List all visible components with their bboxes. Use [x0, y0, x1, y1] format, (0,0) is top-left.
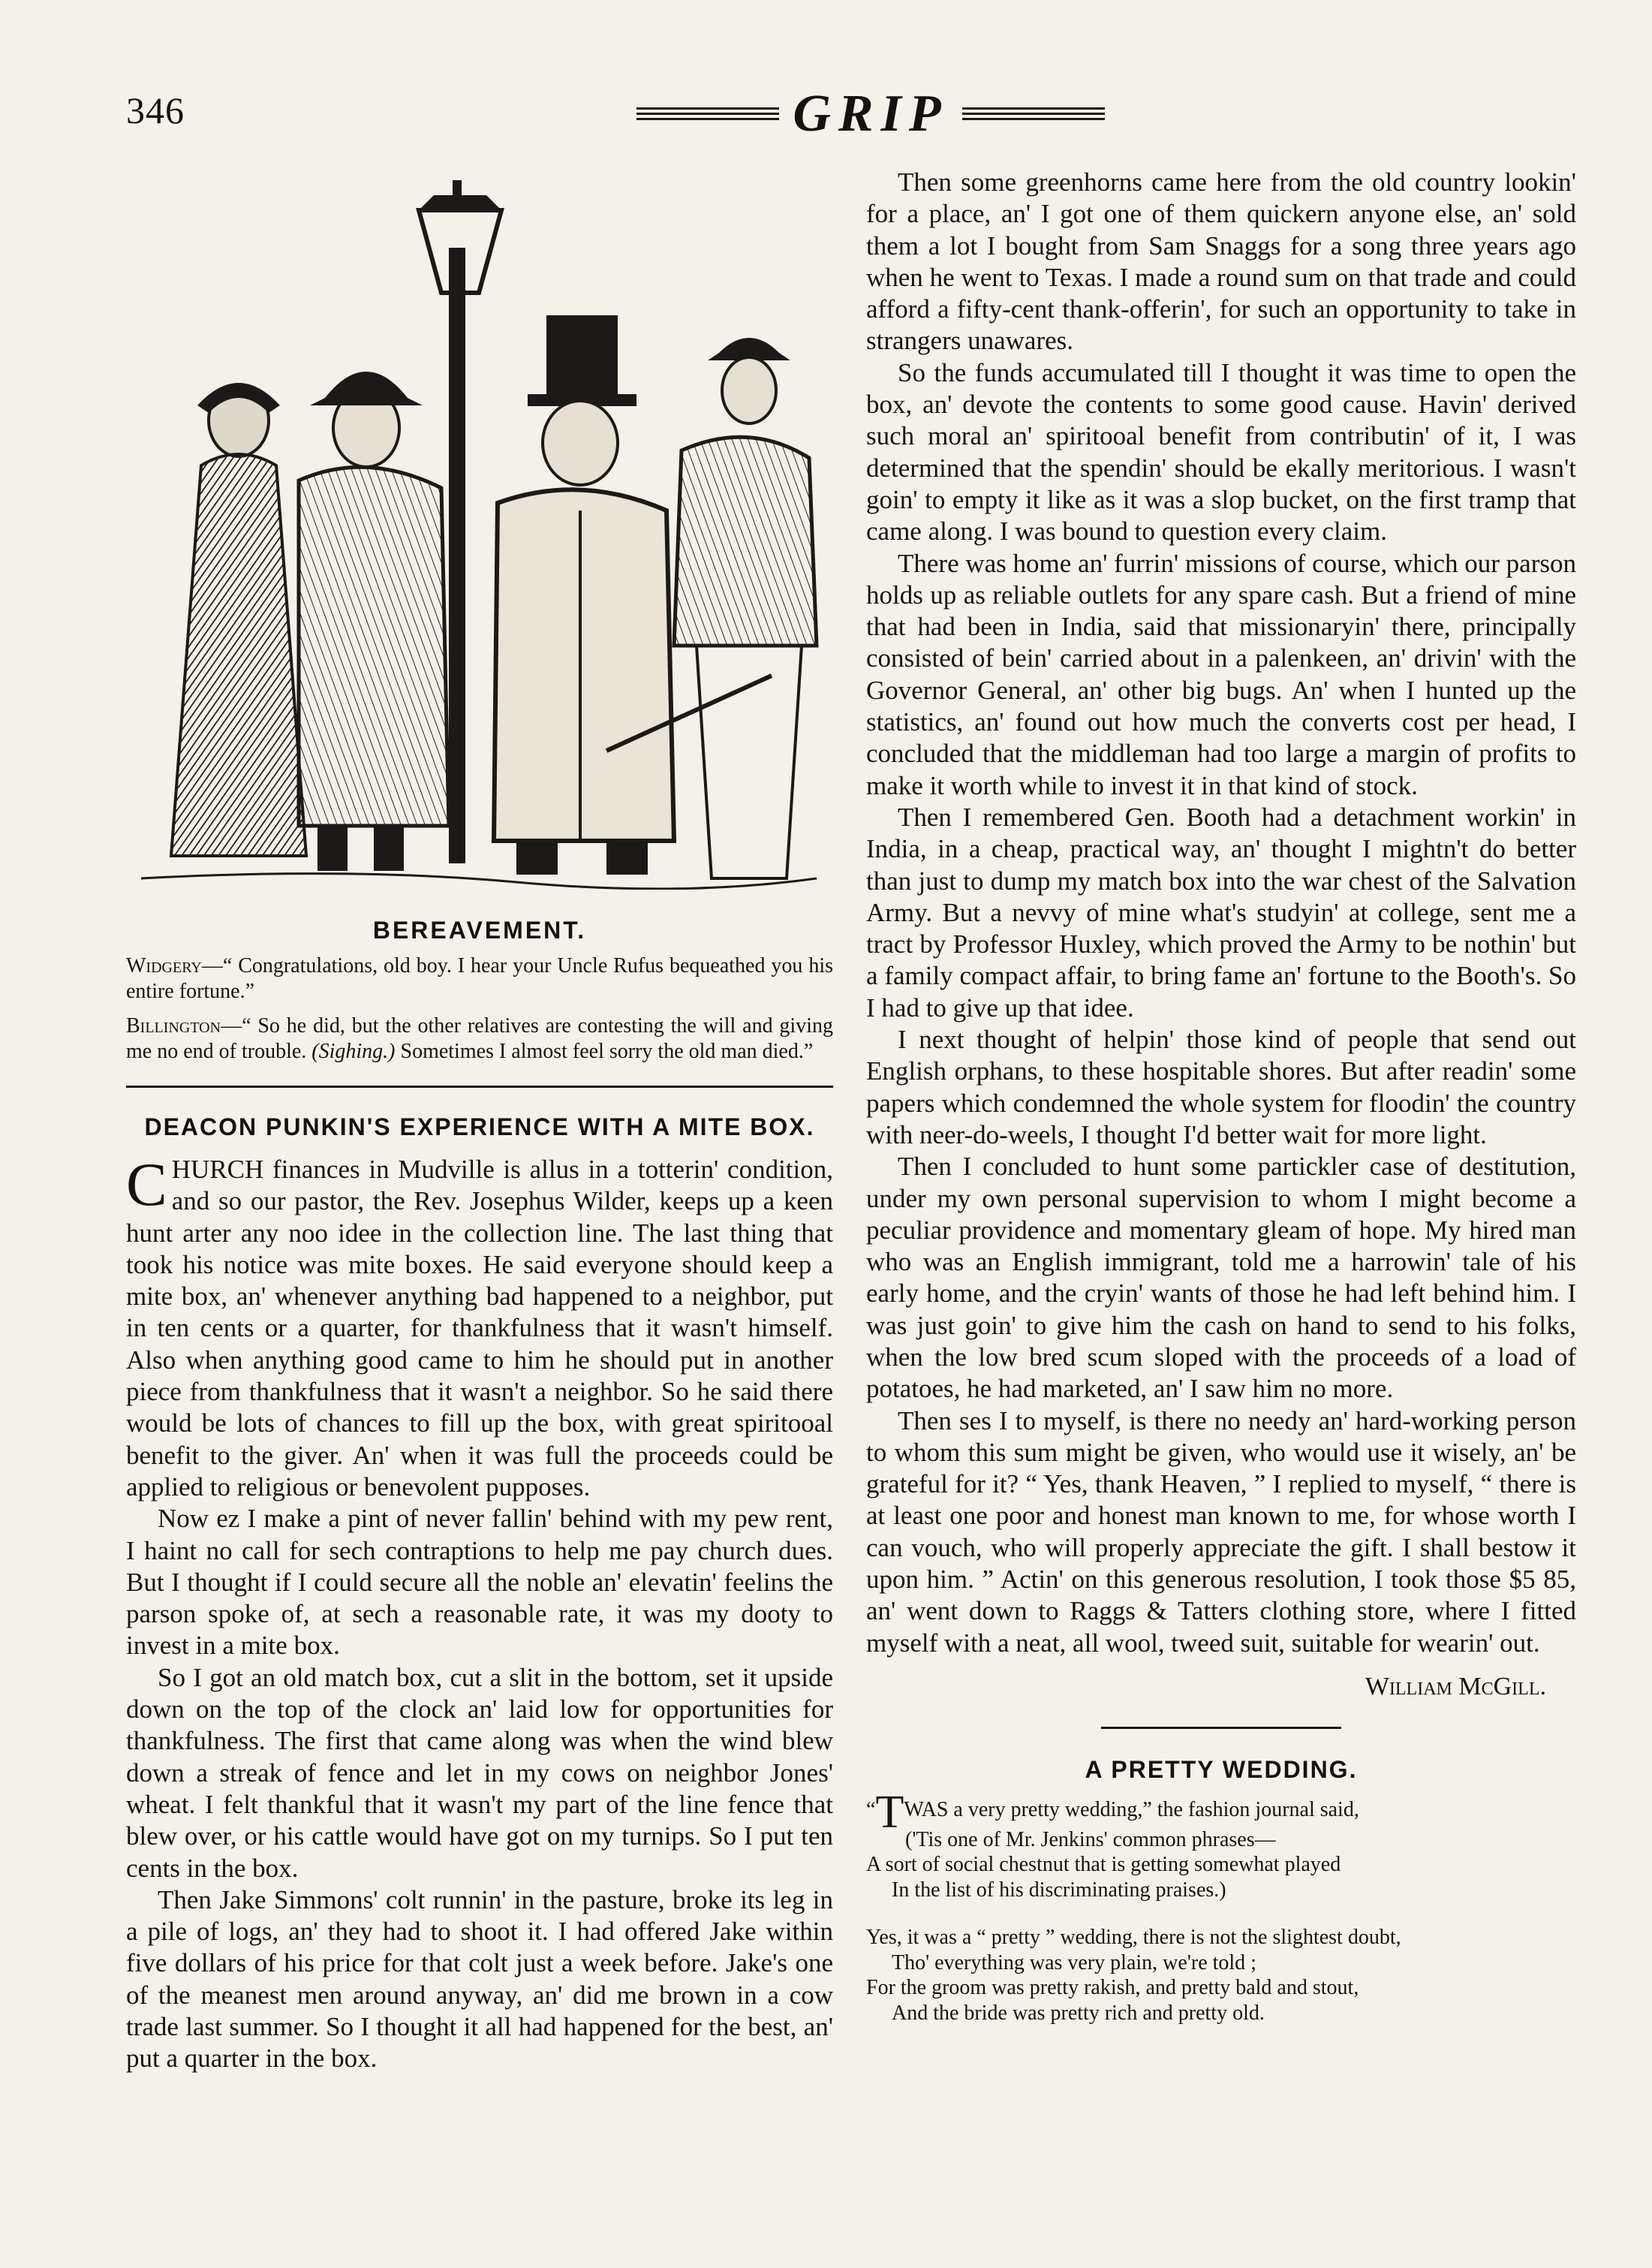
poem-body	[866, 1786, 1576, 2026]
paragraph-11: Then ses I to myself, is there no needy an' hard-working person to whom this sum might be given, who would use it wisely, an' be grateful for it? “ Yes, thank Heaven, ” I replied to myself, “ there is at least one poor and honest man known to me, for whose worth I can vouch, who will properly appreciate the gift. I shall bestow it upon him. ” Actin' on this generous resolution, I took those $5 85, an' went down to Raggs & Tatters clothing store, where I fitted myself with a neat, all wool, tweed suit, suitable for wearin' out.	[866, 1405, 1576, 1658]
paragraph-4: Then Jake Simmons' colt runnin' in the pasture, broke its leg in a pile of logs, an' they had to shoot it. I had offered Jake within five dollars of his price for that colt just a week before. Jake's one of the meanest men around anyway, an' did me brown in a cow trade last summer. So I thought it all had happened for the best, an' put a quarter in the box.	[126, 1884, 833, 2074]
paragraph-5: Then some greenhorns came here from the old country lookin' for a place, an' I got one of them quickern anyone else, an' sold them a lot I bought from Sam Snaggs for a song three years ago when he went to Texas. I made a round sum on that trade and could afford a fifty-cent thank-offerin', for such an opportunity to take in strangers unawares.	[866, 167, 1576, 356]
right-column	[866, 167, 1576, 2026]
widgery-line: —“ Congratulations, old boy. I hear your Uncle Rufus bequeathed you his entire fortune.”	[126, 954, 833, 1003]
poem-title: A PRETTY WEDDING.	[1085, 1755, 1358, 1783]
paragraph-2: Now ez I make a pint of never fallin' behind with my pew rent, I haint no call for sech contraptions to help me pay church dues. But I thought if I could secure all the noble an' elevatin' feelins the parson spoke of, at sech a reasonable rate, it was my dooty to invest in a mite box.	[126, 1504, 833, 1661]
masthead-title: GRIP	[793, 85, 949, 143]
billington-line-a: —“ So he did, but the other relatives are contesting the will and giving me no end of trouble.	[126, 1014, 833, 1063]
poem-line-1	[866, 1786, 1576, 1838]
masthead	[615, 84, 1126, 144]
speaker-widgery: Widgery	[126, 954, 202, 977]
paragraph-10: Then I concluded to hunt some partickler case of destitution, under my own personal supervision to whom I might become a peculiar providence and momentary gleam of hope. My hired man who was an English immigrant, told me a harrowin' tale of his early home, and the cryin' wants of those he had left behind him. I was just goin' to give him the cash on hand to send to his folks, when the low bred scum sloped with the proceeds of a load of potatoes, he had marketed, an' I saw him no more.	[866, 1152, 1576, 1404]
poem-line-5: Yes, it was a “ pretty ” wedding, there is not the slightest doubt,	[866, 1926, 1401, 1950]
poem-line-6: Tho' everything was very plain, we're told ;	[892, 1950, 1256, 1974]
poem-line-4: In the list of his discriminating praises.)	[892, 1878, 1226, 1902]
paragraph-9: I next thought of helpin' those kind of people that send out English orphans, to these hospitable shores. But after readin' some papers which condemned the whole system for floodin' the country with neer-do-weels, I thought I'd better wait for more light.	[866, 1025, 1576, 1149]
speaker-billington: Billington	[126, 1014, 221, 1038]
masthead-rule-right	[962, 106, 1105, 122]
cartoon-illustration	[126, 180, 833, 890]
paragraph-6: So the funds accumulated till I thought it was time to open the box, an' devote the contents to some good cause. Havin' derived such moral an' spiritooal benefit from contributin' of it, I was determined that the spendin' should be ekally meritorious. I wasn't goin' to empty it like as it was a slop bucket, on the first tramp that came along. I was bound to question every claim.	[866, 357, 1576, 547]
poem-line-2: ('Tis one of Mr. Jenkins' common phrases—	[905, 1827, 1276, 1851]
poem-divider	[1101, 1727, 1341, 1729]
paragraph-7: There was home an' furrin' missions of course, which our parson holds up as reliable outlets for any spare cash. But a friend of mine that had been in India, said that missionaryin' there, principally consisted of bein' carried about in a palenkeen, an' drivin' with the Governor General, an' other big bugs. An' when I hunted up the statistics, an' found out how much the converts cost per head, I concluded that the middleman had too large a margin of profits to make it worth while to invest it in that kind of stock.	[866, 548, 1576, 800]
drop-cap: C	[126, 1150, 167, 1218]
section-divider	[126, 1086, 833, 1088]
poem-line-3: A sort of social chestnut that is getting somewhat played	[866, 1853, 1341, 1877]
paragraph-1-text: HURCH finances in Mudville is allus in a totterin' condition, and so our pastor, the Rev. Josephus Wilder, keeps up a keen hunt arter any noo idee in the collection line. The last thing that took his notice was mite boxes. He said everyone should keep a mite box, an' whenever anything bad happened to a neighbor, put in ten cents or a quarter, for thankfulness that it wasn't himself. Also when anything good came to him he should put in another piece from thankfulness that it wasn't a neighbor. So he said there would be lots of chances to fill up the box, with great spiritooal benefit to the giver. An' when it was full the proceeds could be applied to religious or benevolent pupposes.	[126, 1155, 833, 1501]
article-body-left	[126, 1150, 833, 2075]
poem-line-8: And the bride was pretty rich and pretty old.	[892, 2001, 1265, 2025]
paragraph-1	[126, 1150, 833, 1503]
cartoon-title: BEREAVEMENT.	[372, 917, 587, 944]
paragraph-8: Then I remembered Gen. Booth had a detachment workin' in India, in a cheap, practical way, an' thought I mightn't do better than just to dump my match box into the war chest of the Salvation Army. But a nevvy of mine what's studyin' at college, sent me a tract by Professor Huxley, which proved the Army to be nothin' but a family compact affair, to bring fame an' fortune to the Booth's. So I had to give up that idee.	[866, 802, 1576, 1023]
cartoon-dialogue-billington	[126, 1014, 833, 1065]
masthead-rule-left	[636, 106, 779, 122]
author-signature: William McGill.	[1365, 1672, 1546, 1700]
cartoon-dialogue-widgery	[126, 953, 833, 1004]
poem-open-quote: “	[866, 1797, 876, 1821]
billington-line-b: Sometimes I almost feel sorry the old man died.”	[400, 1040, 814, 1063]
stage-direction: (Sighing.)	[311, 1040, 396, 1063]
poem-line-1-text: WAS a very pretty wedding,” the fashion journal said,	[904, 1797, 1359, 1821]
cartoon-engraving	[126, 180, 833, 890]
left-column	[126, 180, 833, 2075]
page-number: 346	[126, 89, 185, 131]
stanza-break	[866, 1902, 1576, 1925]
poem-drop-cap: T	[875, 1786, 904, 1838]
poem-line-7: For the groom was pretty rakish, and pretty bald and stout,	[866, 1976, 1359, 2000]
paragraph-3: So I got an old match box, cut a slit in the bottom, set it upside down on the top of the clock an' laid low for opportunities for thankfulness. The first that came along was when the wind blew down a streak of fence and let in my cows on neighbor Jones' wheat. I felt thankful that it wasn't my part of the line fence that blew over, or his cattle would have got on my turnips. So I put ten cents in the box.	[126, 1662, 833, 1883]
article-body-right	[866, 167, 1576, 1659]
article-title: DEACON PUNKIN'S EXPERIENCE WITH A MITE BOX.	[144, 1113, 815, 1140]
